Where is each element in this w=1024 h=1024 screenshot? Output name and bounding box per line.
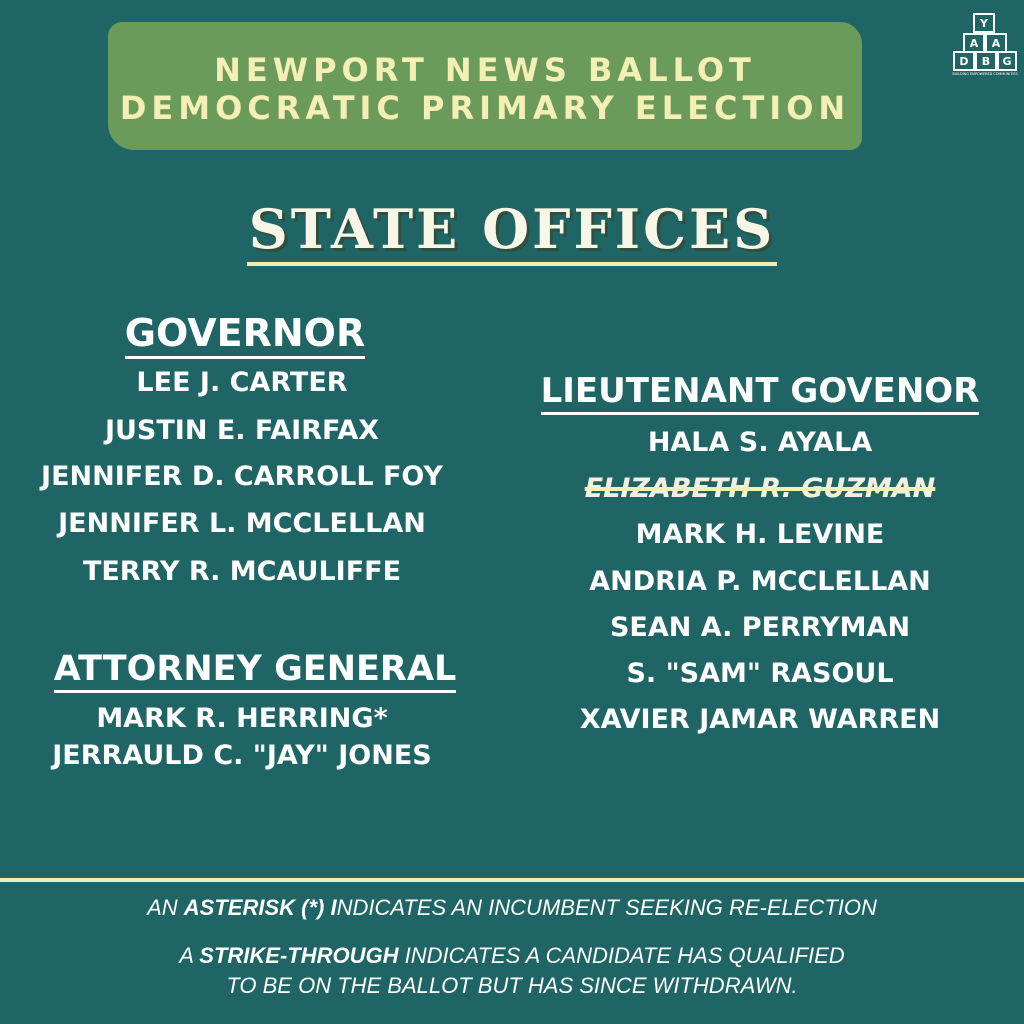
lieutenant-governor-candidate: XAVIER JAMAR WARREN: [579, 704, 941, 735]
attorney-general-candidate: JERRAULD C. "JAY" JONES: [52, 740, 432, 771]
lieutenant-governor-candidate: SEAN A. PERRYMAN: [609, 612, 911, 643]
logo-letter: G: [1002, 55, 1012, 68]
lieutenant-governor-candidate-withdrawn: ELIZABETH R. GUZMAN: [584, 473, 936, 504]
governor-heading: GOVERNOR: [40, 310, 450, 356]
footer-divider: [0, 878, 1024, 882]
asterisk-note: AN ASTERISK (*) INDICATES AN INCUMBENT SEEKING RE-ELECTION: [147, 895, 877, 920]
governor-candidate: JUSTIN E. FAIRFAX: [104, 415, 380, 446]
attorney-general-heading: ATTORNEY GENERAL: [20, 646, 490, 692]
banner-title-line-1: NEWPORT NEWS BALLOT: [214, 51, 756, 89]
governor-candidate: JENNIFER D. CARROLL FOY: [41, 461, 443, 492]
governor-candidate: TERRY R. MCAULIFFE: [82, 556, 402, 587]
logo-letter: Y: [980, 17, 988, 30]
lieutenant-governor-heading: LIEUTENANT GOVENOR: [500, 368, 1020, 414]
organization-logo: [952, 12, 1018, 76]
logo-letter: A: [969, 37, 979, 50]
logo-caption: BUILDING EMPOWERED COMMUNITIES: [952, 72, 1018, 76]
lieutenant-governor-candidate: ANDRIA P. MCCLELLAN: [589, 566, 931, 597]
lieutenant-governor-candidate: MARK H. LEVINE: [635, 519, 885, 550]
strike-through-note-continued: TO BE ON THE BALLOT BUT HAS SINCE WITHDRAWN.: [226, 973, 798, 998]
section-title: STATE OFFICES: [0, 196, 1024, 266]
strike-through-note: A STRIKE-THROUGH INDICATES A CANDIDATE HAS QUALIFIED: [179, 943, 845, 968]
lieutenant-governor-candidate: HALA S. AYALA: [647, 427, 873, 458]
governor-candidate: JENNIFER L. MCCLELLAN: [58, 508, 426, 539]
banner-title-line-2: DEMOCRATIC PRIMARY ELECTION: [119, 89, 851, 127]
lieutenant-governor-candidate: S. "SAM" RASOUL: [626, 658, 894, 689]
governor-candidate: LEE J. CARTER: [136, 367, 348, 398]
logo-letter: D: [959, 55, 969, 68]
logo-letter: B: [981, 55, 991, 68]
attorney-general-candidate: MARK R. HERRING*: [96, 703, 388, 734]
logo-letter: A: [991, 37, 1001, 50]
